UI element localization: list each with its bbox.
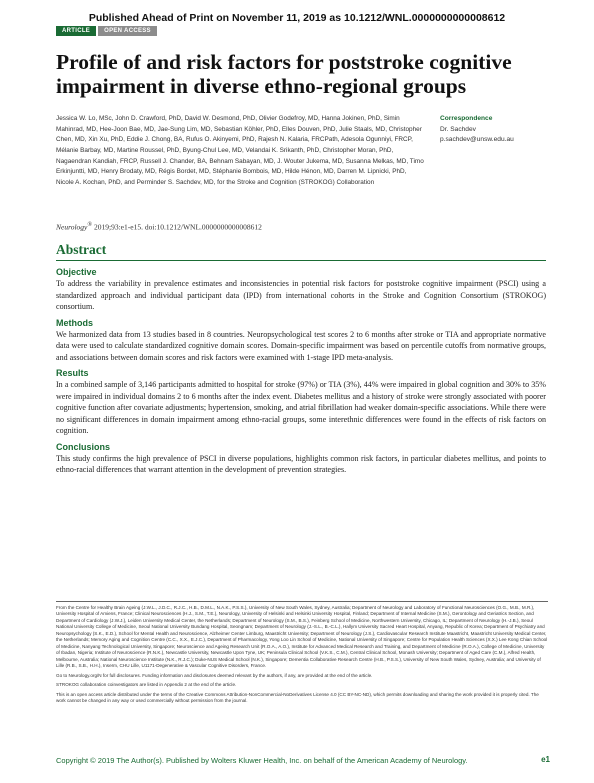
license-note: This is an open access article distributed under the terms of the Creative Commons Attribution-NonCommercial-NoDerivatives License 4.0 (CC BY-NC-ND), which permits downloading and sharing the work provided it is properly cited. The work cannot be changed in any way or used commercially without permission from the journal. <box>56 691 539 704</box>
footnotes <box>56 601 548 708</box>
results-heading: Results <box>56 368 89 378</box>
investigators-note: STROKOG collaboration coinvestigators are listed in Appendix 2 at the end of the article. <box>56 682 237 688</box>
article-title: Profile of and risk factors for poststroke cognitive impairment in diverse ethno-regional groups <box>56 50 512 98</box>
conclusions-heading: Conclusions <box>56 441 111 452</box>
abstract-section <box>56 242 546 481</box>
affiliations-note: From the Centre for Healthy Brain Ageing (J.W.L., J.D.C., R.J.C., H.B., D.M.L., N.A.K., P.S.S.), University of New South Wales, Sydney, Australia; Department of Neurology and Laboratory of Functional Neurosciences (O.G., M.B., M.R.), University Hospital of Amiens, France; Clinical Neurosciences (H.J., S.M., T.E.), Neurology, University of Helsinki and Helsinki University Hospital, Finland; Department of Internal Medicine (S.M.), Gerontology and Geriatrics Section, and Department of Cardiology (J.W.J.), Leiden University Medical Center, the Netherlands; Department of Neurology (S.M., B.S.), Feinberg School of Medicine, Northwestern University, Chicago, IL; Department of Neurology (H.-J.B.), Seoul National University College of Medicine, Seoul National University Bundang Hospital, Seongnam; Department of Neurology (J.-S.L., B.-C.L.), Hallym University Sacred Heart Hospital, Anyang, Republic of Korea; Department of Psychiatry and Neuropsychology (S.K., E.D.), School for Mental Health and Neuroscience, Alzheimer Center Limburg, Maastricht University; Department of Neurology (J.S.), Cardiovascular Research Institute Maastricht, Maastricht University Medical Center, the Netherlands; Memory Aging and Cognition Centre (C.C., X.X., E.J.C.), Department of Pharmacology, Yong Loo Lin School of Medicine, National University of Singapore; Centre for Population Health Sciences (X.X.) Lee Kong Chian School of Medicine, Nanyang Technological University, Singapore; Neuroscience and Ageing Research Unit (R.O.A., A.O.), Institute for Advanced Medical Research and Training, and Department of Medicine (R.O.A.), College of Medicine, University of Ibadan, Nigeria; Institute of Neuroscience (R.N.K.), Newcastle University, Newcastle Upon Tyne, UK; Peninsula Clinical School (V.K.S., C.M.), Central Clinical School, Monash University; Department of Aged Care (C.M.), Alfred Health, Melbourne, Australia; National Neuroscience Institute (N.K., R.J.C.); Duke-NUS Medical School (N.K.), Singapore; Dementia Collaborative Research Centre (H.B., P.S.S.), University of New South Wales, Sydney, Australia; and University of Lille (R.B., S.B., H.H.), Inserm, CHU Lille, U1171-Degenerative & Vascular Cognitive Disorders, France. <box>56 604 548 669</box>
abstract-rule <box>56 260 546 261</box>
methods-text: We harmonized data from 13 studies based in 8 countries. Neuropsychological test scores 2 to 6 months after stroke or TIA and appropriate normative data were used to calculate standardized cognitive domain scores. Domain-specific impairment was based on percentile cutoffs from normative groups, and associations between domain scores and risk factors were examined with 1-stage IPD meta-analysis. <box>56 329 546 362</box>
correspondence-email[interactable]: p.sachdev@unsw.edu.au <box>440 136 514 143</box>
citation-details: 2019;93:e1-e15. doi:10.1212/WNL.0000000000008612 <box>94 222 262 232</box>
funding-note: Go to Neurology.org/N for full disclosures. Funding information and disclosures deemed relevant by the authors, if any, are provided at the end of the article. <box>56 672 373 678</box>
journal-name: Neurology <box>56 222 88 232</box>
author-list: Jessica W. Lo, MSc, John D. Crawford, PhD, David W. Desmond, PhD, Olivier Godefroy, MD, Hanna Jokinen, PhD, Simin Mahinrad, MD, Hee-Joon Bae, MD, Jae-Sung Lim, MD, Sebastian Köhler, PhD, Elles Douven, PhD, Julie Staals, MD, Christopher Chen, MD, Xin Xu, PhD, Eddie J. Chong, BA, Rufus O. Akinyemi, PhD, Rajesh N. Kalaria, FRCPath, Adesola Ogunniyi, FRCP, Mélanie Barbay, MD, Martine Roussel, PhD, Byung-Chul Lee, MD, Velandai K. Srikanth, PhD, Christopher Moran, PhD, Nagaendran Kandiah, FRCP, Russell J. Chander, BA, Behnam Sabayan, MD, J. Wouter Jukema, MD, Susanna Melkas, MD, Timo Erkinjuntti, MD, Henry Brodaty, MD, Régis Bordet, MD, Stéphanie Bombois, MD, Hilde Hénon, MD, Darren M. Lipnicki, PhD, Nicole A. Kochan, PhD, and Perminder S. Sachdev, MD, for the Stroke and Cognition (STROKOG) Collaboration <box>56 115 424 186</box>
objective-text: To address the variability in prevalence estimates and inconsistencies in potential risk factors for poststroke cognitive impairment (PSCI) using a standardized approach and individual participant data (IPD) from international cohorts in the Stroke and Cognition Consortium (STROKOG) consortium. <box>56 279 546 311</box>
correspondence-block <box>440 114 550 146</box>
copyright-footer: Copyright © 2019 The Author(s). Published by Wolters Kluwer Health, Inc. on behalf of the American Academy of Neurology. <box>56 756 468 765</box>
methods-heading: Methods <box>56 317 93 328</box>
correspondence-label: Correspondence <box>440 115 493 122</box>
article-type-tag: ARTICLE <box>56 26 96 36</box>
page-number: e1 <box>541 755 550 764</box>
citation-line: Neurology® 2019;93:e1-e15. doi:10.1212/WNL.0000000000008612 <box>56 221 262 232</box>
ahead-of-print-banner: Published Ahead of Print on November 11, 2019 as 10.1212/WNL.0000000000008612 <box>88 12 506 24</box>
abstract-heading: Abstract <box>56 242 107 257</box>
results-text: In a combined sample of 3,146 participants admitted to hospital for stroke (97%) or TIA (3%), 44% were impaired in global cognition and 30% to 35% were impaired in individual domains 2 to 6 months after the index event. Diabetes mellitus and a history of stroke were strongly associated with poorer cognitive function after covariate adjustments; hypertension, smoking, and atrial fibrillation had weaker domain-specific associations. While there were no significant differences in domain impairment among ethno-racial groups, some interethnic differences were found in the effects of risk factors on cognition. <box>56 380 546 435</box>
open-access-tag: OPEN ACCESS <box>98 26 157 36</box>
objective-heading: Objective <box>56 267 97 277</box>
article-tags <box>56 26 157 36</box>
conclusions-text: This study confirms the high prevalence of PSCI in diverse populations, highlights common risk factors, in particular diabetes mellitus, and points to ethno-racial differences that warrant attention in the development of prevention strategies. <box>56 453 546 474</box>
footnote-rule <box>56 601 548 602</box>
correspondence-name: Dr. Sachdev <box>440 125 476 133</box>
